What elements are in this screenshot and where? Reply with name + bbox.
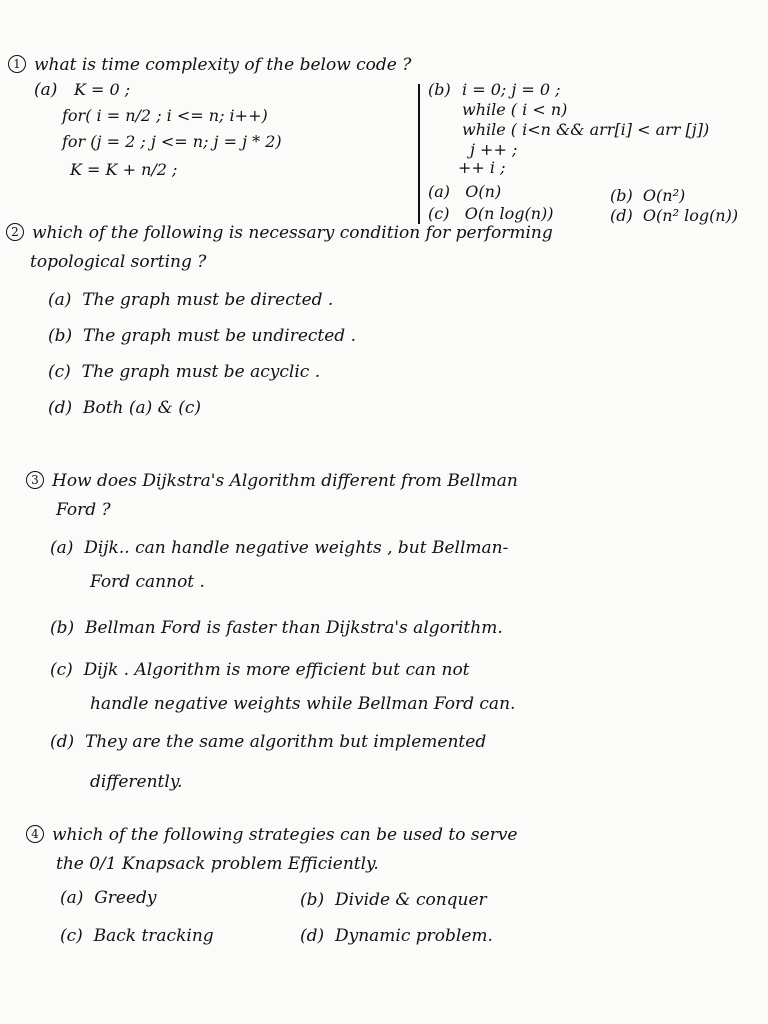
q1-part-a-line: for( i = n/2 ; i <= n; i++) [62,106,268,125]
q3-option [50,732,486,752]
q1-option-label: (a) [428,182,451,201]
q4-option [60,888,157,908]
q1-part-b-line: while ( i<n && arr[i] < arr [j]) [462,120,710,139]
q3-option [50,538,508,558]
q2-option-label: (d) [48,398,73,418]
q4-option [300,890,487,910]
q4-option [300,926,493,946]
q3-question-cont: Ford ? [56,500,111,520]
q2-option-text: The graph must be undirected . [82,326,356,346]
q1-part-a-label: (a) [34,80,58,100]
q4-option-text: Back tracking [93,926,214,946]
q2-number: 2 [6,223,24,241]
q1-option [428,204,554,223]
q1-option-text: O(n²) [642,186,686,205]
q1-option [610,206,738,225]
q1-question-text: what is time complexity of the below code ? [34,55,412,75]
q3-option-cont: Ford cannot . [90,572,205,592]
q1-option-text: O(n² log(n)) [642,206,739,225]
q1-option [610,186,685,205]
q3-question-text: How does Dijkstra's Algorithm different from Bellman [52,471,518,491]
q1-option-label: (c) [428,204,450,223]
q4-option-label: (c) [60,926,83,946]
q3-option-label: (c) [50,660,73,680]
q1-part-b-line: while ( i < n) [462,100,568,119]
q2-option-label: (c) [48,362,71,382]
q4-option-text: Greedy [94,888,157,908]
q4-question-text: which of the following strategies can be used to serve [52,825,518,845]
q4-option-label: (a) [60,888,84,908]
q2-question-cont: topological sorting ? [30,252,207,272]
q4-option-label: (b) [300,890,325,910]
q3-option-text: Bellman Ford is faster than Dijkstra's algorithm. [84,618,503,638]
q2-option [48,362,320,382]
q2-question-text: which of the following is necessary condition for performing [32,223,553,243]
q2-option [48,290,333,310]
q3-option-text: Dijk . Algorithm is more efficient but can not [83,660,470,680]
q1-option-label: (b) [610,186,633,205]
q3-option [50,660,470,680]
q2-question [6,222,553,244]
q3-option-cont: differently. [90,772,183,792]
q1-option [428,182,501,201]
q4-option [60,926,214,946]
q1-part-a-line: K = K + n/2 ; [70,160,178,179]
q1-part-b-label: (b) [428,80,451,99]
code-separator [418,84,420,224]
q3-number: 3 [26,471,44,489]
q2-option-label: (b) [48,326,73,346]
q1-part-b-line: j ++ ; [470,140,518,159]
q4-question-cont: the 0/1 Knapsack problem Efficiently. [56,854,379,874]
q2-option-text: The graph must be acyclic . [81,362,321,382]
q3-option-text: Dijk.. can handle negative weights , but Bellman- [84,538,509,558]
q3-option-text: They are the same algorithm but implemented [84,732,487,752]
q3-option-cont: handle negative weights while Bellman Ford can. [90,694,516,714]
q4-option-text: Divide & conquer [334,890,487,910]
q2-option-text: The graph must be directed . [82,290,334,310]
q1-part-b-line: i = 0; j = 0 ; [462,80,561,99]
q1-question [8,54,411,76]
q1-number: 1 [8,55,26,73]
q3-option-label: (a) [50,538,74,558]
q2-option-label: (a) [48,290,72,310]
q4-question [26,824,517,846]
q1-option-text: O(n) [465,182,502,201]
q2-option-text: Both (a) & (c) [82,398,202,418]
q4-option-label: (d) [300,926,325,946]
q4-option-text: Dynamic problem. [334,926,493,946]
q1-option-label: (d) [610,206,633,225]
q3-option-label: (b) [50,618,75,638]
q3-option-label: (d) [50,732,75,752]
q3-question [26,470,518,492]
q1-part-b-line: ++ i ; [458,158,506,177]
q2-option [48,326,356,346]
q2-option [48,398,201,418]
q3-option [50,618,503,638]
q4-number: 4 [26,825,44,843]
q1-option-text: O(n log(n)) [464,204,554,223]
q1-part-a-line: for (j = 2 ; j <= n; j = j * 2) [62,132,282,151]
q1-part-a-line: K = 0 ; [74,80,131,99]
